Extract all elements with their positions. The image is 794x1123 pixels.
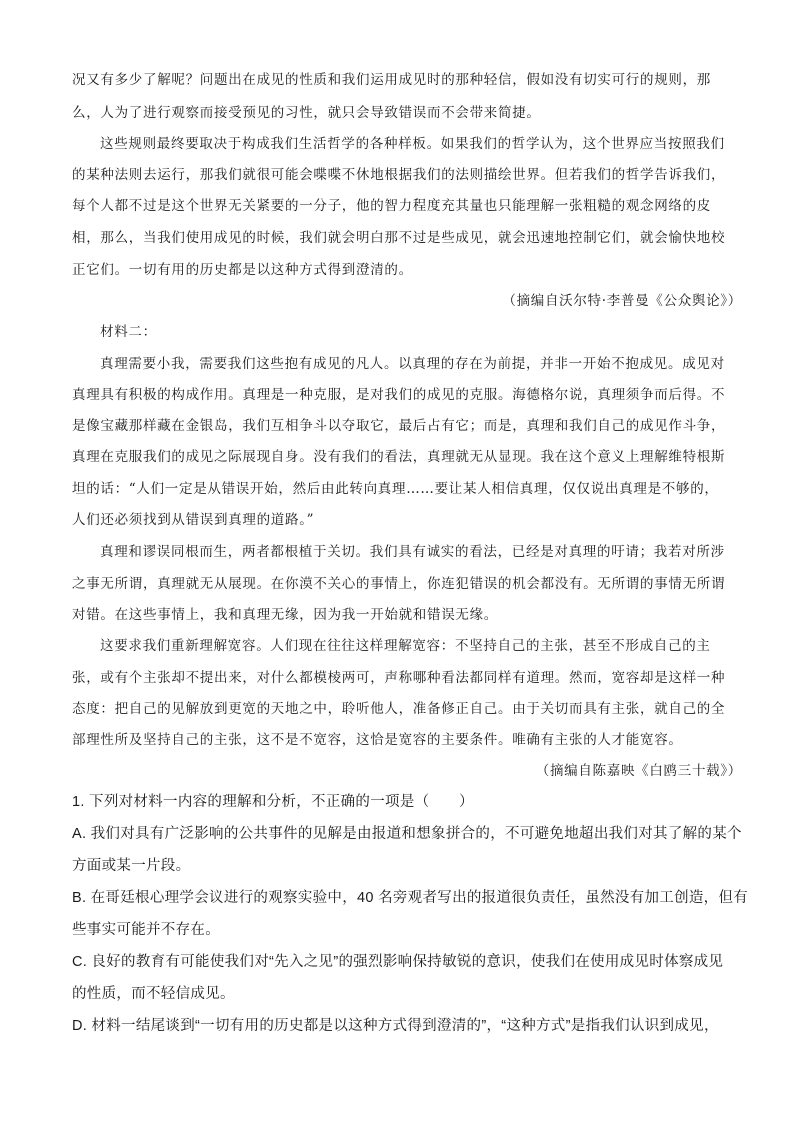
question-option-b: B. 在哥廷根心理学会议进行的观察实验中，40 名旁观者写出的报道很负责任，虽然没有加工创造，但有	[72, 890, 749, 906]
material2-line: 这要求我们重新理解宽容。人们现在往往这样理解宽容：不坚持自己的主张，甚至不形成自己的主	[100, 638, 711, 654]
material2-source: （摘编自陈嘉映《白鸥三十载》）	[535, 763, 742, 779]
material2-line: 张，或有个主张却不提出来，对什么都模棱两可，声称哪种看法都同样有道理。然而，宽容却是这样一种	[72, 670, 726, 686]
material2-line: 人们还必须找到从错误到真理的道路。”	[72, 512, 315, 528]
material2-line: 坦的话：“人们一定是从错误开始，然后由此转向真理……要让某人相信真理，仅仅说出真理是不够的，	[72, 481, 719, 497]
material1-line: 这些规则最终要取决于构成我们生活哲学的各种样板。如果我们的哲学认为，这个世界应当按照我们	[100, 136, 725, 152]
question-option-a: A. 我们对具有广泛影响的公共事件的见解是由报道和想象拼合的，不可避免地超出我们对其了解的某个	[72, 826, 742, 842]
material1-line: 的某种法则去运行，那我们就很可能会喋喋不休地根据我们的法则描绘世界。但若我们的哲学告诉我们，	[72, 167, 726, 183]
material2-line: 真理和谬误同根而生，两者都根植于关切。我们具有诚实的看法，已经是对真理的吁请；我若对所涉	[100, 544, 725, 560]
question-stem: 1. 下列对材料一内容的理解和分析，不正确的一项是（ ）	[72, 794, 474, 810]
material2-line: 是像宝藏那样藏在金银岛，我们互相争斗以夺取它，最后占有它；而是，真理和我们自己的成见作斗争，	[72, 418, 726, 434]
material2-line: 态度：把自己的见解放到更宽的天地之中，聆听他人，准备修正自己。由于关切而具有主张，就自己的全	[72, 701, 726, 717]
material1-line: 每个人都不过是这个世界无关紧要的一分子，他的智力程度充其量也只能理解一张粗糙的观念网络的皮	[72, 198, 711, 214]
question-option-b-cont: 些事实可能并不存在。	[72, 922, 220, 938]
question-option-c: C. 良好的教育有可能使我们对“先入之见”的强烈影响保持敏锐的意识，使我们在使用成见时体察成见	[72, 954, 724, 970]
question-option-a-cont: 方面或某一片段。	[72, 858, 191, 874]
question-option-d: D. 材料一结尾谈到“一切有用的历史都是以这种方式得到澄清的”，“这种方式”是指我们认识到成见，	[72, 1018, 719, 1034]
material1-line: 况又有多少了解呢？问题出在成见的性质和我们运用成见时的那种轻信，假如没有切实可行的规则，那	[72, 72, 711, 88]
material2-line: 部理性所及坚持自己的主张，这不是不宽容，这恰是宽容的主要条件。唯确有主张的人才能宽容。	[72, 732, 683, 748]
material2-line: 真理在克服我们的成见之际展现自身。没有我们的看法，真理就无从显现。我在这个意义上理解维特根斯	[72, 449, 726, 465]
material2-line: 真理需要小我，需要我们这些抱有成见的凡人。以真理的存在为前提，并非一开始不抱成见。成见对	[100, 356, 725, 372]
material1-line: 正它们。一切有用的历史都是以这种方式得到澄清的。	[72, 262, 413, 278]
material2-line: 之事无所谓，真理就无从展现。在你漠不关心的事情上，你连犯错误的机会都没有。无所谓的事情无所谓	[72, 576, 726, 592]
material2-heading: 材料二：	[100, 324, 157, 340]
material1-line: 么，人为了进行观察而接受预见的习性，就只会导致错误而不会带来简捷。	[72, 105, 541, 121]
material1-source: （摘编自沃尔特·李普曼《公众舆论》）	[502, 293, 742, 309]
material2-line: 对错。在这些事情上，我和真理无缘，因为我一开始就和错误无缘。	[72, 607, 498, 623]
material1-line: 相，那么，当我们使用成见的时候，我们就会明白那不过是些成见，就会迅速地控制它们，就会愉快地校	[72, 230, 726, 246]
question-option-c-cont: 的性质，而不轻信成见。	[72, 986, 235, 1002]
material2-line: 真理具有积极的构成作用。真理是一种克服，是对我们的成见的克服。海德格尔说，真理须争而后得。不	[72, 387, 726, 403]
